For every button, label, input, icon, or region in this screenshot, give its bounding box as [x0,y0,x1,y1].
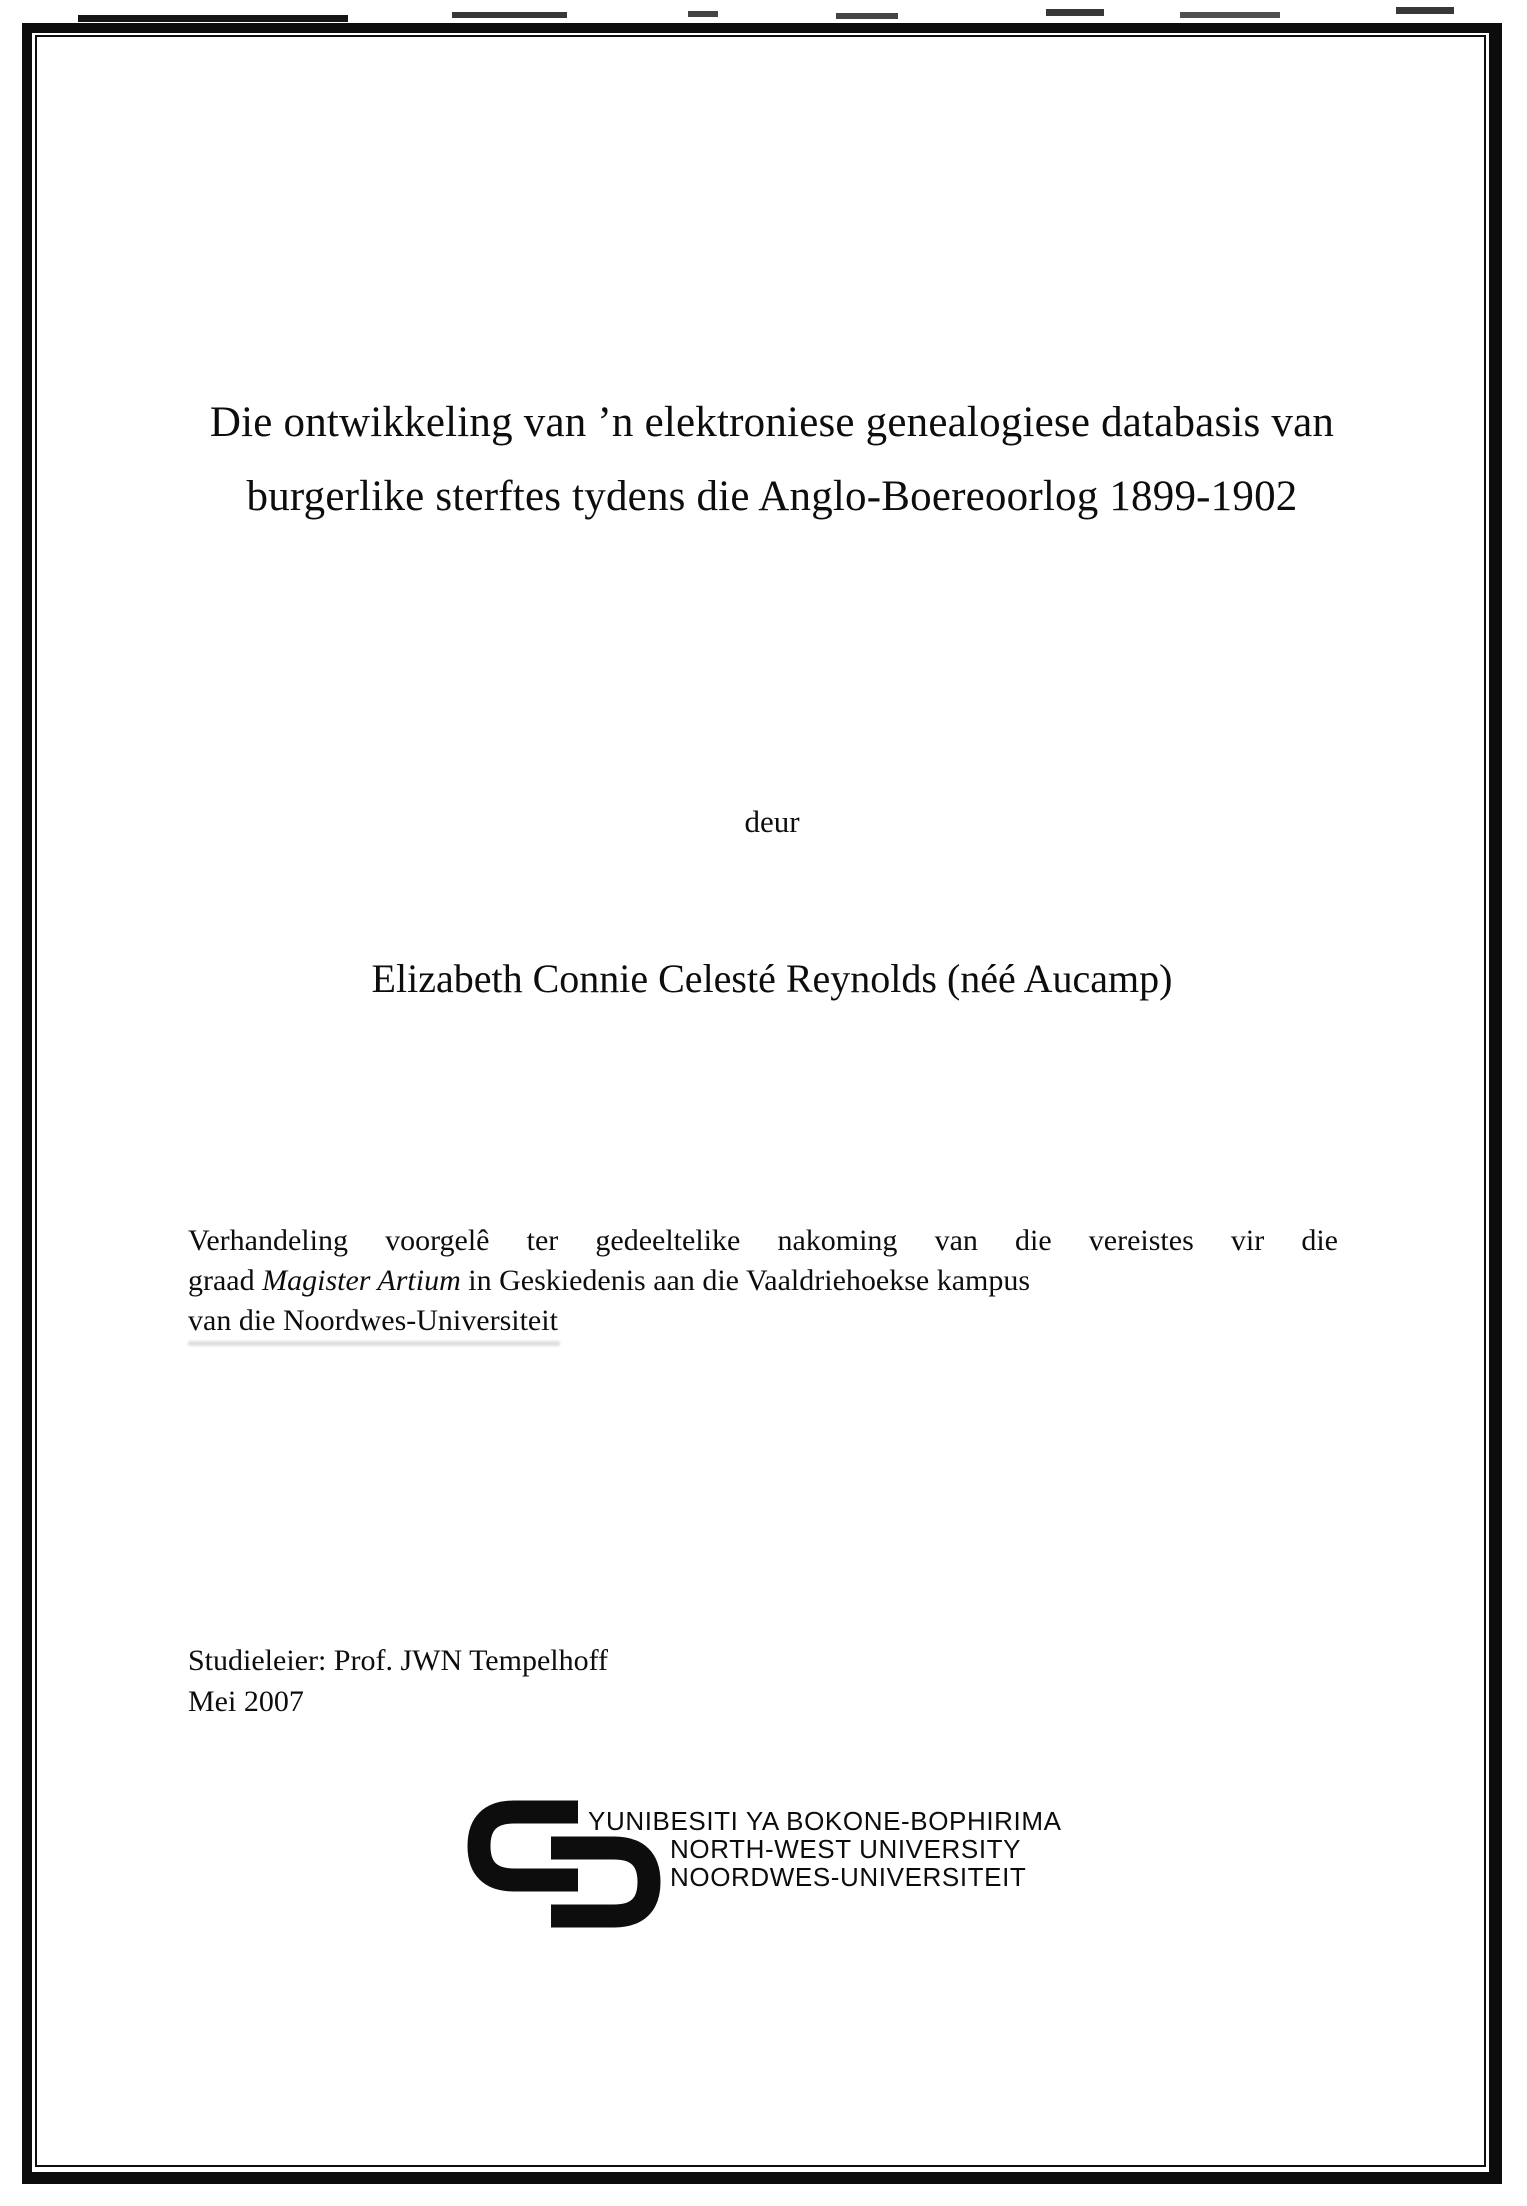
statement-degree-name: Magister Artium [262,1264,461,1297]
supervisor-block [188,1640,1088,1722]
byline-label: deur [744,804,800,839]
statement-line-2-prefix: graad [188,1264,263,1297]
statement-line-3: van die Noordwes-Universiteit [188,1304,558,1337]
scan-artifact [1046,9,1104,16]
scan-artifact [78,15,348,22]
statement-line-2-suffix: in Geskiedenis aan die Vaaldriehoekse kampus [460,1264,1031,1297]
scan-ghost-smudge [188,1341,560,1346]
statement-line-2 [188,1261,1338,1301]
scan-artifact [452,12,567,18]
scan-artifact [1396,7,1454,14]
statement-line-1: Verhandeling voorgelê ter gedeeltelike nakoming van die vereistes vir die [188,1224,1338,1257]
thesis-title-line-2: burgerlike sterftes tydens die Anglo-Boereoorlog 1899-1902 [246,473,1298,520]
logo-text-english: NORTH-WEST UNIVERSITY [670,1834,1022,1864]
author-name: Elizabeth Connie Celesté Reynolds (néé Aucamp) [371,956,1173,1001]
logo-text-afrikaans: NOORDWES-UNIVERSITEIT [670,1862,1027,1892]
logo-text-setswana: YUNIBESITI YA BOKONE-BOPHIRIMA [588,1806,1062,1836]
scan-artifact [688,11,718,17]
scan-artifact [836,13,898,19]
supervisor-line: Studieleier: Prof. JWN Tempelhoff [188,1644,609,1677]
thesis-title [46,386,1498,534]
submission-statement [188,1221,1338,1341]
date-line: Mei 2007 [188,1685,304,1718]
thesis-title-line-1: Die ontwikkeling van ’n elektroniese genealogiese databasis van [209,399,1335,446]
scan-artifact [1180,12,1280,18]
